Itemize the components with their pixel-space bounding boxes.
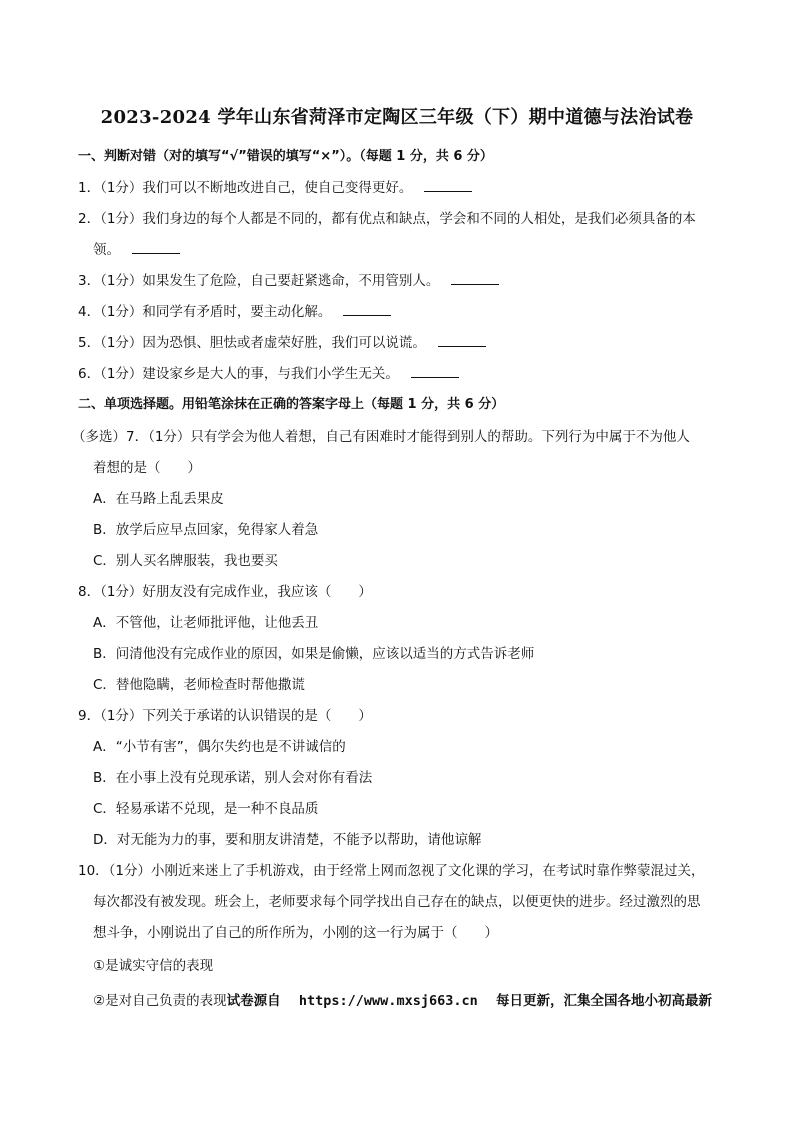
question-10-line-1: 10．（1分）小刚近来迷上了手机游戏，由于经常上网而忽视了文化课的学习，在考试时靠作弊蒙混过关，	[78, 863, 705, 879]
question-3: 3．（1分）如果发生了危险，自己要赶紧逃命，不用管别人。	[78, 269, 499, 289]
footer-url-link[interactable]: https://www.mxsj663.cn	[298, 993, 478, 1009]
question-5: 5．（1分）因为恐惧、胆怯或者虚荣好胜，我们可以说谎。	[78, 331, 486, 351]
answer-blank[interactable]	[451, 272, 499, 285]
footer-label: 试卷源自	[226, 993, 281, 1009]
question-7: （多选）7．（1分）只有学会为他人着想，自己有困难时才能得到别人的帮助。下列行为中属于不为他人	[72, 429, 690, 445]
question-10-line-3: 想斗争，小刚说出了自己的所作所为，小刚的这一行为属于（ ）	[93, 925, 498, 941]
q8-option-a[interactable]: A．不管他，让老师批评他，让他丢丑	[93, 615, 319, 631]
question-7-cont: 着想的是（ ）	[93, 460, 201, 476]
q7-option-a[interactable]: A．在马路上乱丢果皮	[93, 491, 224, 507]
question-1: 1．（1分）我们可以不断地改进自己，使自己变得更好。	[78, 176, 472, 196]
answer-blank[interactable]	[343, 303, 391, 316]
q8-option-c[interactable]: C．替他隐瞒，老师检查时帮他撒谎	[93, 677, 305, 693]
q9-option-b[interactable]: B．在小事上没有兑现承诺，别人会对你有看法	[93, 770, 373, 786]
q9-option-c[interactable]: C．轻易承诺不兑现，是一种不良品质	[93, 801, 319, 817]
question-2: 2．（1分）我们身边的每个人都是不同的，都有优点和缺点，学会和不同的人相处，是我们必须具备的本	[78, 211, 696, 227]
section-heading-1: 一、判断对错（对的填写“√”错误的填写“×”）。（每题 1 分，共 6 分）	[78, 149, 493, 164]
question-8: 8．（1分）好朋友没有完成作业，我应该（ ）	[78, 584, 372, 600]
q10-statement-2-with-footer	[93, 989, 712, 1009]
question-9: 9．（1分）下列关于承诺的认识错误的是（ ）	[78, 708, 372, 724]
q8-option-b[interactable]: B．问清他没有完成作业的原因，如果是偷懒，应该以适当的方式告诉老师	[93, 646, 535, 662]
q10-statement-2[interactable]: ②是对自己负责的表现	[93, 993, 227, 1009]
answer-blank[interactable]	[132, 241, 180, 254]
q10-statement-1[interactable]: ①是诚实守信的表现	[93, 958, 214, 974]
q9-option-a[interactable]: A．“小节有害”，偶尔失约也是不讲诚信的	[93, 739, 346, 755]
footer-note: 每日更新，汇集全国各地小初高最新	[496, 993, 713, 1009]
q9-option-d[interactable]: D．对无能为力的事，要和朋友讲清楚，不能予以帮助，请他谅解	[93, 832, 482, 848]
question-4: 4．（1分）和同学有矛盾时，要主动化解。	[78, 300, 391, 320]
question-10-line-2: 每次都没有被发现。班会上，老师要求每个同学找出自己存在的缺点，以便更快的进步。经过激烈的思	[93, 894, 701, 910]
question-2-cont: 领。	[93, 238, 180, 258]
question-6: 6．（1分）建设家乡是大人的事，与我们小学生无关。	[78, 362, 459, 382]
page-title: 2023-2024 学年山东省菏泽市定陶区三年级（下）期中道德与法治试卷	[100, 107, 694, 128]
answer-blank[interactable]	[438, 334, 486, 347]
answer-blank[interactable]	[424, 179, 472, 192]
answer-blank[interactable]	[411, 365, 459, 378]
q7-option-c[interactable]: C．别人买名牌服装，我也要买	[93, 553, 278, 569]
section-heading-2: 二、单项选择题。用铅笔涂抹在正确的答案字母上（每题 1 分，共 6 分）	[78, 397, 505, 412]
q7-option-b[interactable]: B．放学后应早点回家，免得家人着急	[93, 522, 319, 538]
